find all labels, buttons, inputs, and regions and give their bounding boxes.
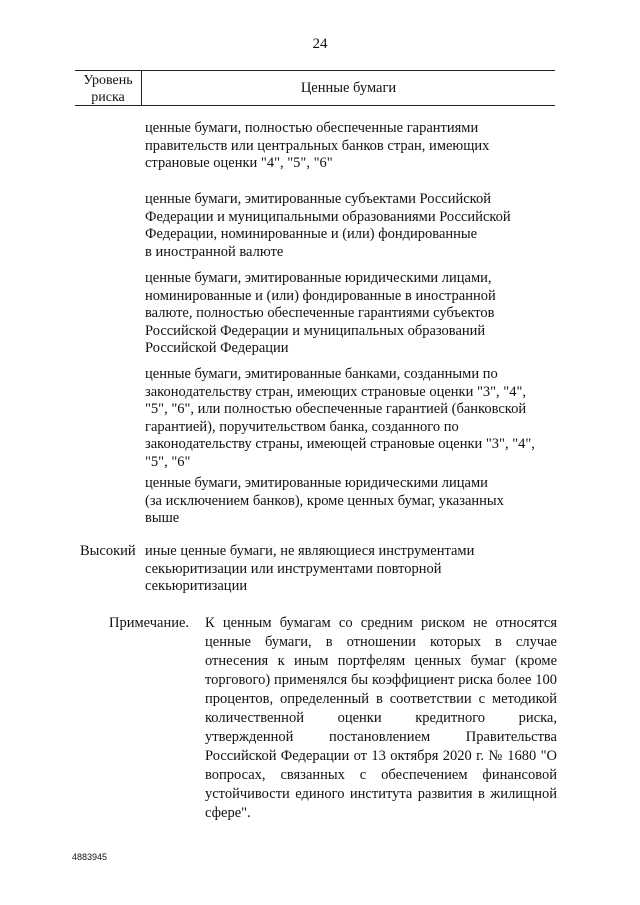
securities-entry: ценные бумаги, эмитированные юридическими лицами (за исключением банков), кроме ценных бумаг, указанных выше [145, 475, 504, 526]
note-text: К ценным бумагам со средним риском не относятся ценные бумаги, в отношении которых в случае отнесения к иным портфелям ценных бумаг (кроме торгового) применялся бы коэффициент риска более 100 процентов, определенный в соответствии с методикой количественной оценки кредитного риска, утвержденной постановлением Правительства Российской Федерации от 13 октября 2020 г. № 1680 "О вопросах, связанных с обеспечением финансовой устойчивости единого института развития в жилищной сфере". [205, 615, 557, 821]
securities-entry: ценные бумаги, полностью обеспеченные гарантиями правительств или центральных банков стран, имеющих страновые оценки "4", "5", "6" [145, 120, 490, 171]
table-top-border [75, 70, 555, 71]
header-securities: Ценные бумаги [300, 80, 397, 96]
page-number: 24 [312, 36, 328, 52]
note-label: Примечание. [109, 615, 190, 631]
table-header-bottom-border [75, 105, 555, 106]
header-risk-level: Уровень риска [83, 73, 133, 105]
document-code: 4883945 [72, 852, 108, 862]
securities-entry-high: иные ценные бумаги, не являющиеся инструментами секьюритизации или инструментами повторной секьюритизации [145, 543, 475, 594]
securities-entry: ценные бумаги, эмитированные субъектами Российской Федерации и муниципальными образованиями Российской Федерации, номинированные и (или) фондированные в иностранной валюте [145, 191, 511, 260]
table-header [75, 70, 555, 106]
securities-entry: ценные бумаги, эмитированные юридическими лицами, номинированные и (или) фондированные в иностранной валюте, полностью обеспеченные гарантиями субъектов Российской Федерации и муниципальных образований Российской Федерации [145, 270, 496, 356]
securities-entry: ценные бумаги, эмитированные банками, созданными по законодательству стран, имеющих страновые оценки "3", "4", "5", "6", или полностью обеспеченные гарантией (банковской гарантией), поручительством банка, созданного по законодательству страны, имеющей страновые оценки "3", "4", "5", "6" [145, 366, 535, 470]
risk-level-high: Высокий [80, 543, 136, 559]
